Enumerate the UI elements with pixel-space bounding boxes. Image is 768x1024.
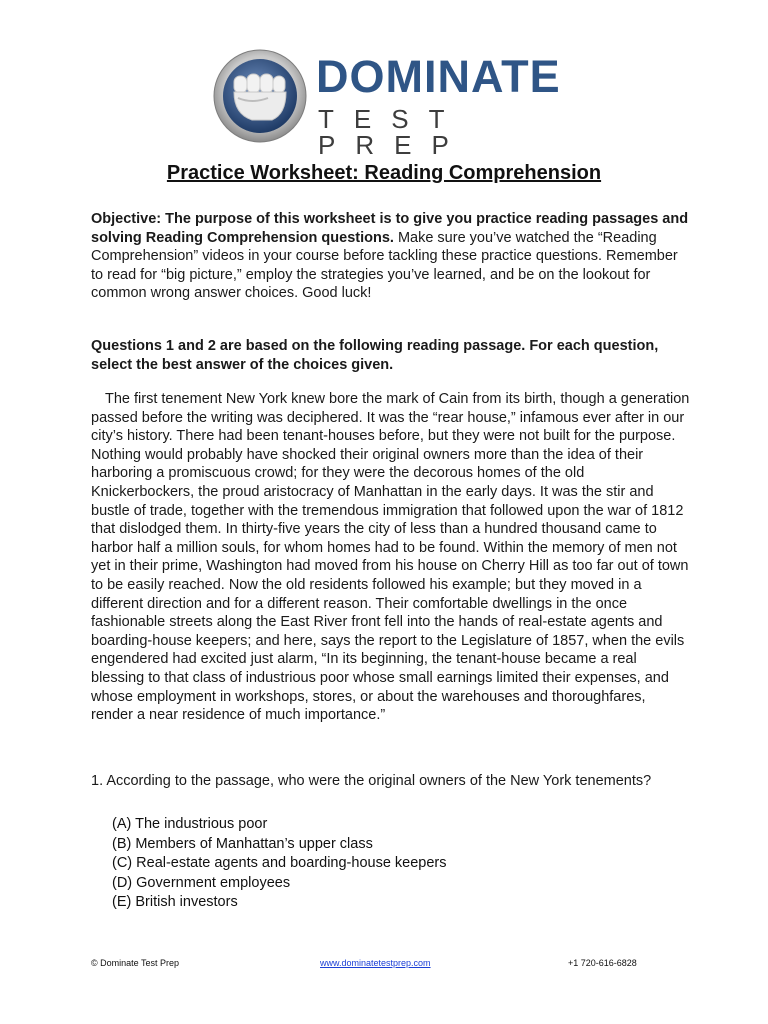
questions-intro: Questions 1 and 2 are based on the following reading passage. For each question, select the best answer of the choices given. (91, 338, 659, 373)
choice-b: (B) Members of Manhattan’s upper class (112, 835, 373, 852)
choice-c: (C) Real-estate agents and boarding-house keepers (112, 855, 447, 871)
passage-text: The first tenement New York knew bore the mark of Cain from its birth, though a generation passed before the writing was deciphered. It was the “rear house,” infamous ever after in our city’s history. There had been tenant-houses before, but they were not built for the purpose. Nothing would probably have shocked their original owners more than the idea of their harboring a promiscuous crowd; for they were the decorous homes of the old Knickerbockers, the proud aristocracy of Manhattan in the early days. It was the stir and bustle of trade, together with the tremendous immigration that followed upon the war of 1812 that dislodged them. In thirty-five years the city of less than a hundred thousand came to harbor half a million souls, for whom homes had to be found. Within the memory of men not yet in their prime, Washington had moved from his house on Cherry Hill as too far out of town to be easily reached. Now the old residents followed his example; but they moved in a different direction and for a different reason. Their comfortable dwellings in the once fashionable streets along the East River front fell into the hands of real-estate agents and boarding-house keepers; and here, says the report to the Legislature of 1857, when the evils engendered had excited just alarm, “In its beginning, the tenant-house became a real blessing to that class of industrious poor whose small earnings limited their expenses, and whose employment in workshops, stores, or about the warehouses and thoroughfares, render a near residence of much importance.” (91, 391, 690, 724)
brand-name: DOMINATE (316, 51, 561, 102)
objective-text: Make sure you’ve watched the “Reading Comprehension” videos in your course before tackling these practice questions. Remember to read for “big picture,” employ the strategies you’ve learned, and be on the lookout for common wrong answer choices. Good luck! (91, 229, 678, 302)
page-title: Practice Worksheet: Reading Comprehension (166, 162, 602, 184)
brand-tagline: TEST PREP (318, 104, 469, 160)
footer-phone: +1 720-616-6828 (568, 958, 637, 968)
question-1: 1. According to the passage, who were the original owners of the New York tenements? (91, 773, 652, 789)
choice-a: (A) The industrious poor (112, 816, 268, 832)
footer-website-link[interactable]: www.dominatetestprep.com (320, 958, 431, 968)
answer-choices (112, 815, 447, 913)
footer-copyright: © Dominate Test Prep (91, 958, 180, 968)
reading-passage (91, 390, 691, 725)
brand-logo (212, 40, 561, 160)
objective-paragraph (91, 210, 691, 303)
choice-d: (D) Government employees (112, 874, 291, 891)
choice-e: (E) British investors (112, 894, 238, 910)
objective-bold: Objective: The purpose of this worksheet is to give you practice reading passages and solving Reading Comprehension questions. (91, 211, 689, 246)
fist-icon (212, 48, 308, 144)
